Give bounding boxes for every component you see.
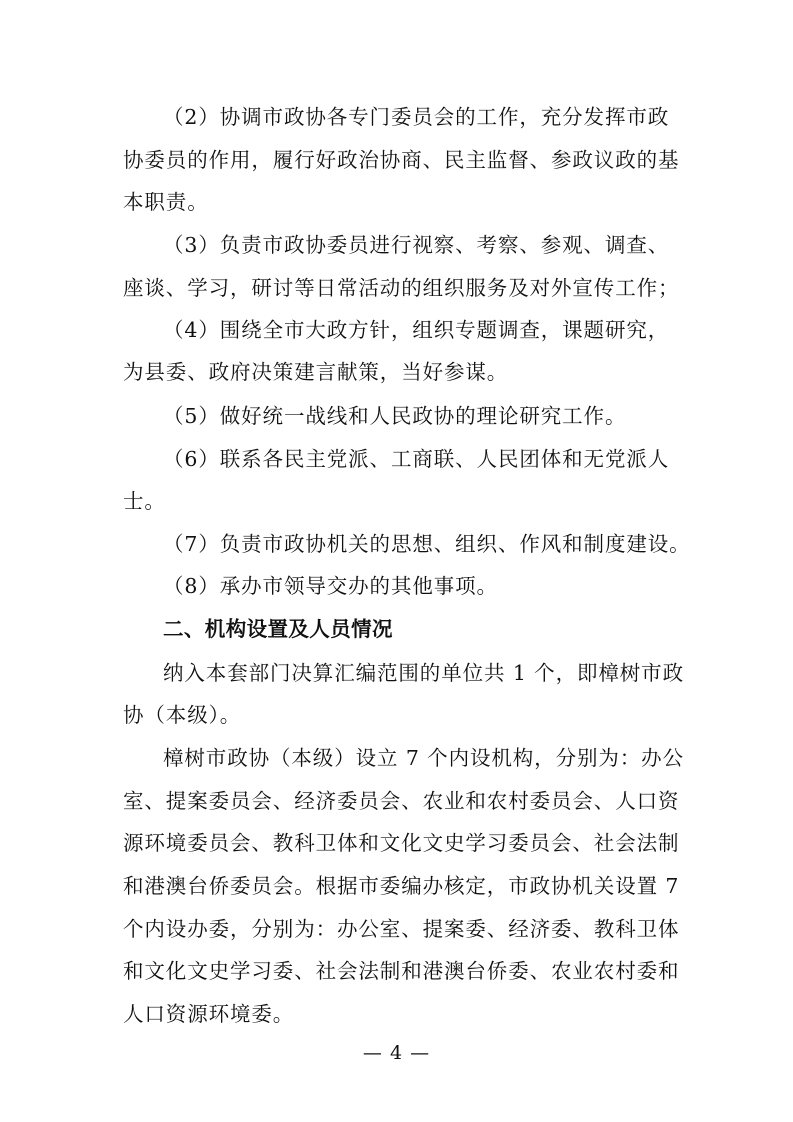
section-heading: 二、机构设置及人员情况	[163, 617, 393, 641]
scope-paragraph-line-1: 纳入本套部门决算汇编范围的单位共 1 个，即樟树市政	[163, 661, 684, 685]
structure-paragraph-line-2: 室、提案委员会、经济委员会、农业和农村委员会、人口资	[123, 789, 680, 813]
paragraph-item-6-line-2: 士。	[123, 489, 166, 513]
structure-paragraph-line-7: 人口资源环境委。	[123, 1002, 295, 1026]
structure-paragraph-line-5: 个内设办委，分别为：办公室、提案委、经济委、教科卫体	[123, 917, 680, 941]
structure-paragraph-line-6: 和文化文史学习委、社会法制和港澳台侨委、农业农村委和	[123, 959, 680, 983]
paragraph-item-4-line-1: （4）围绕全市大政方针，组织专题调查，课题研究，	[163, 318, 670, 342]
structure-paragraph-line-4: 和港澳台侨委员会。根据市委编办核定，市政协机关设置 7	[123, 874, 680, 898]
scope-paragraph-line-2: 协（本级）。	[123, 703, 242, 727]
paragraph-item-5: （5）做好统一战线和人民政协的理论研究工作。	[163, 404, 627, 428]
paragraph-item-7: （7）负责市政协机关的思想、组织、作风和制度建设。	[163, 532, 691, 556]
paragraph-item-8: （8）承办市领导交办的其他事项。	[163, 574, 498, 598]
paragraph-item-2-line-1: （2）协调市政协各专门委员会的工作，充分发挥市政	[163, 105, 670, 129]
paragraph-item-2-line-3: 本职责。	[123, 190, 209, 214]
paragraph-item-6-line-1: （6）联系各民主党派、工商联、人民团体和无党派人	[163, 447, 670, 471]
structure-paragraph-line-1: 樟树市政协（本级）设立 7 个内设机构，分别为：办公	[163, 746, 684, 770]
structure-paragraph-line-3: 源环境委员会、教科卫体和文化文史学习委员会、社会法制	[123, 831, 680, 855]
paragraph-item-2-line-2: 协委员的作用，履行好政治协商、民主监督、参政议政的基	[123, 148, 680, 172]
paragraph-item-3-line-1: （3）负责市政协委员进行视察、考察、参观、调查、	[163, 233, 670, 257]
paragraph-item-4-line-2: 为县委、政府决策建言献策，当好参谋。	[123, 360, 509, 384]
page-number: — 4 —	[362, 1042, 431, 1064]
paragraph-item-3-line-2: 座谈、学习，研讨等日常活动的组织服务及对外宣传工作；	[123, 276, 680, 300]
